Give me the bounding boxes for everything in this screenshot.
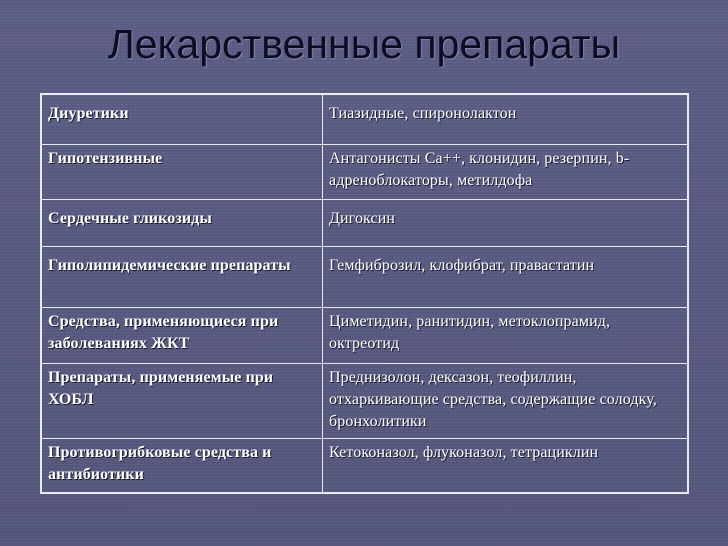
drug-class-cell: Сердечные гликозиды <box>41 200 323 247</box>
table-row <box>41 247 688 308</box>
drug-list-cell: Тиазидные, спиронолактон <box>323 94 689 145</box>
table-row <box>41 145 688 200</box>
drug-list-cell: Циметидин, ранитидин, метоклопрамид, октреотид <box>323 308 689 364</box>
drug-list-cell: Антагонисты Са++, клонидин, резерпин, b-адреноблокаторы, метилдофа <box>323 145 689 200</box>
table-row <box>41 200 688 247</box>
drug-class-cell: Гиполипидемические препараты <box>41 247 323 308</box>
table-row <box>41 308 688 364</box>
table-row <box>41 94 688 145</box>
drug-table <box>40 93 689 494</box>
drug-list-cell: Дигоксин <box>323 200 689 247</box>
drug-class-cell: Гипотензивные <box>41 145 323 200</box>
table-row <box>41 364 688 439</box>
drug-class-cell: Препараты, применяемые при ХОБЛ <box>41 364 323 439</box>
drug-list-cell: Преднизолон, дексазон, теофиллин, отхаркивающие средства, содержащие солодку, бронхолитики <box>323 364 689 439</box>
drug-list-cell: Кетоконазол, флуконазол, тетрациклин <box>323 439 689 494</box>
table-row <box>41 439 688 494</box>
drug-class-cell: Противогрибковые средства и антибиотики <box>41 439 323 494</box>
drug-list-cell: Гемфиброзил, клофибрат, правастатин <box>323 247 689 308</box>
slide-title: Лекарственные препараты <box>107 21 621 67</box>
drug-class-cell: Средства, применяющиеся при заболеваниях ЖКТ <box>41 308 323 364</box>
drug-class-cell: Диуретики <box>41 94 323 145</box>
